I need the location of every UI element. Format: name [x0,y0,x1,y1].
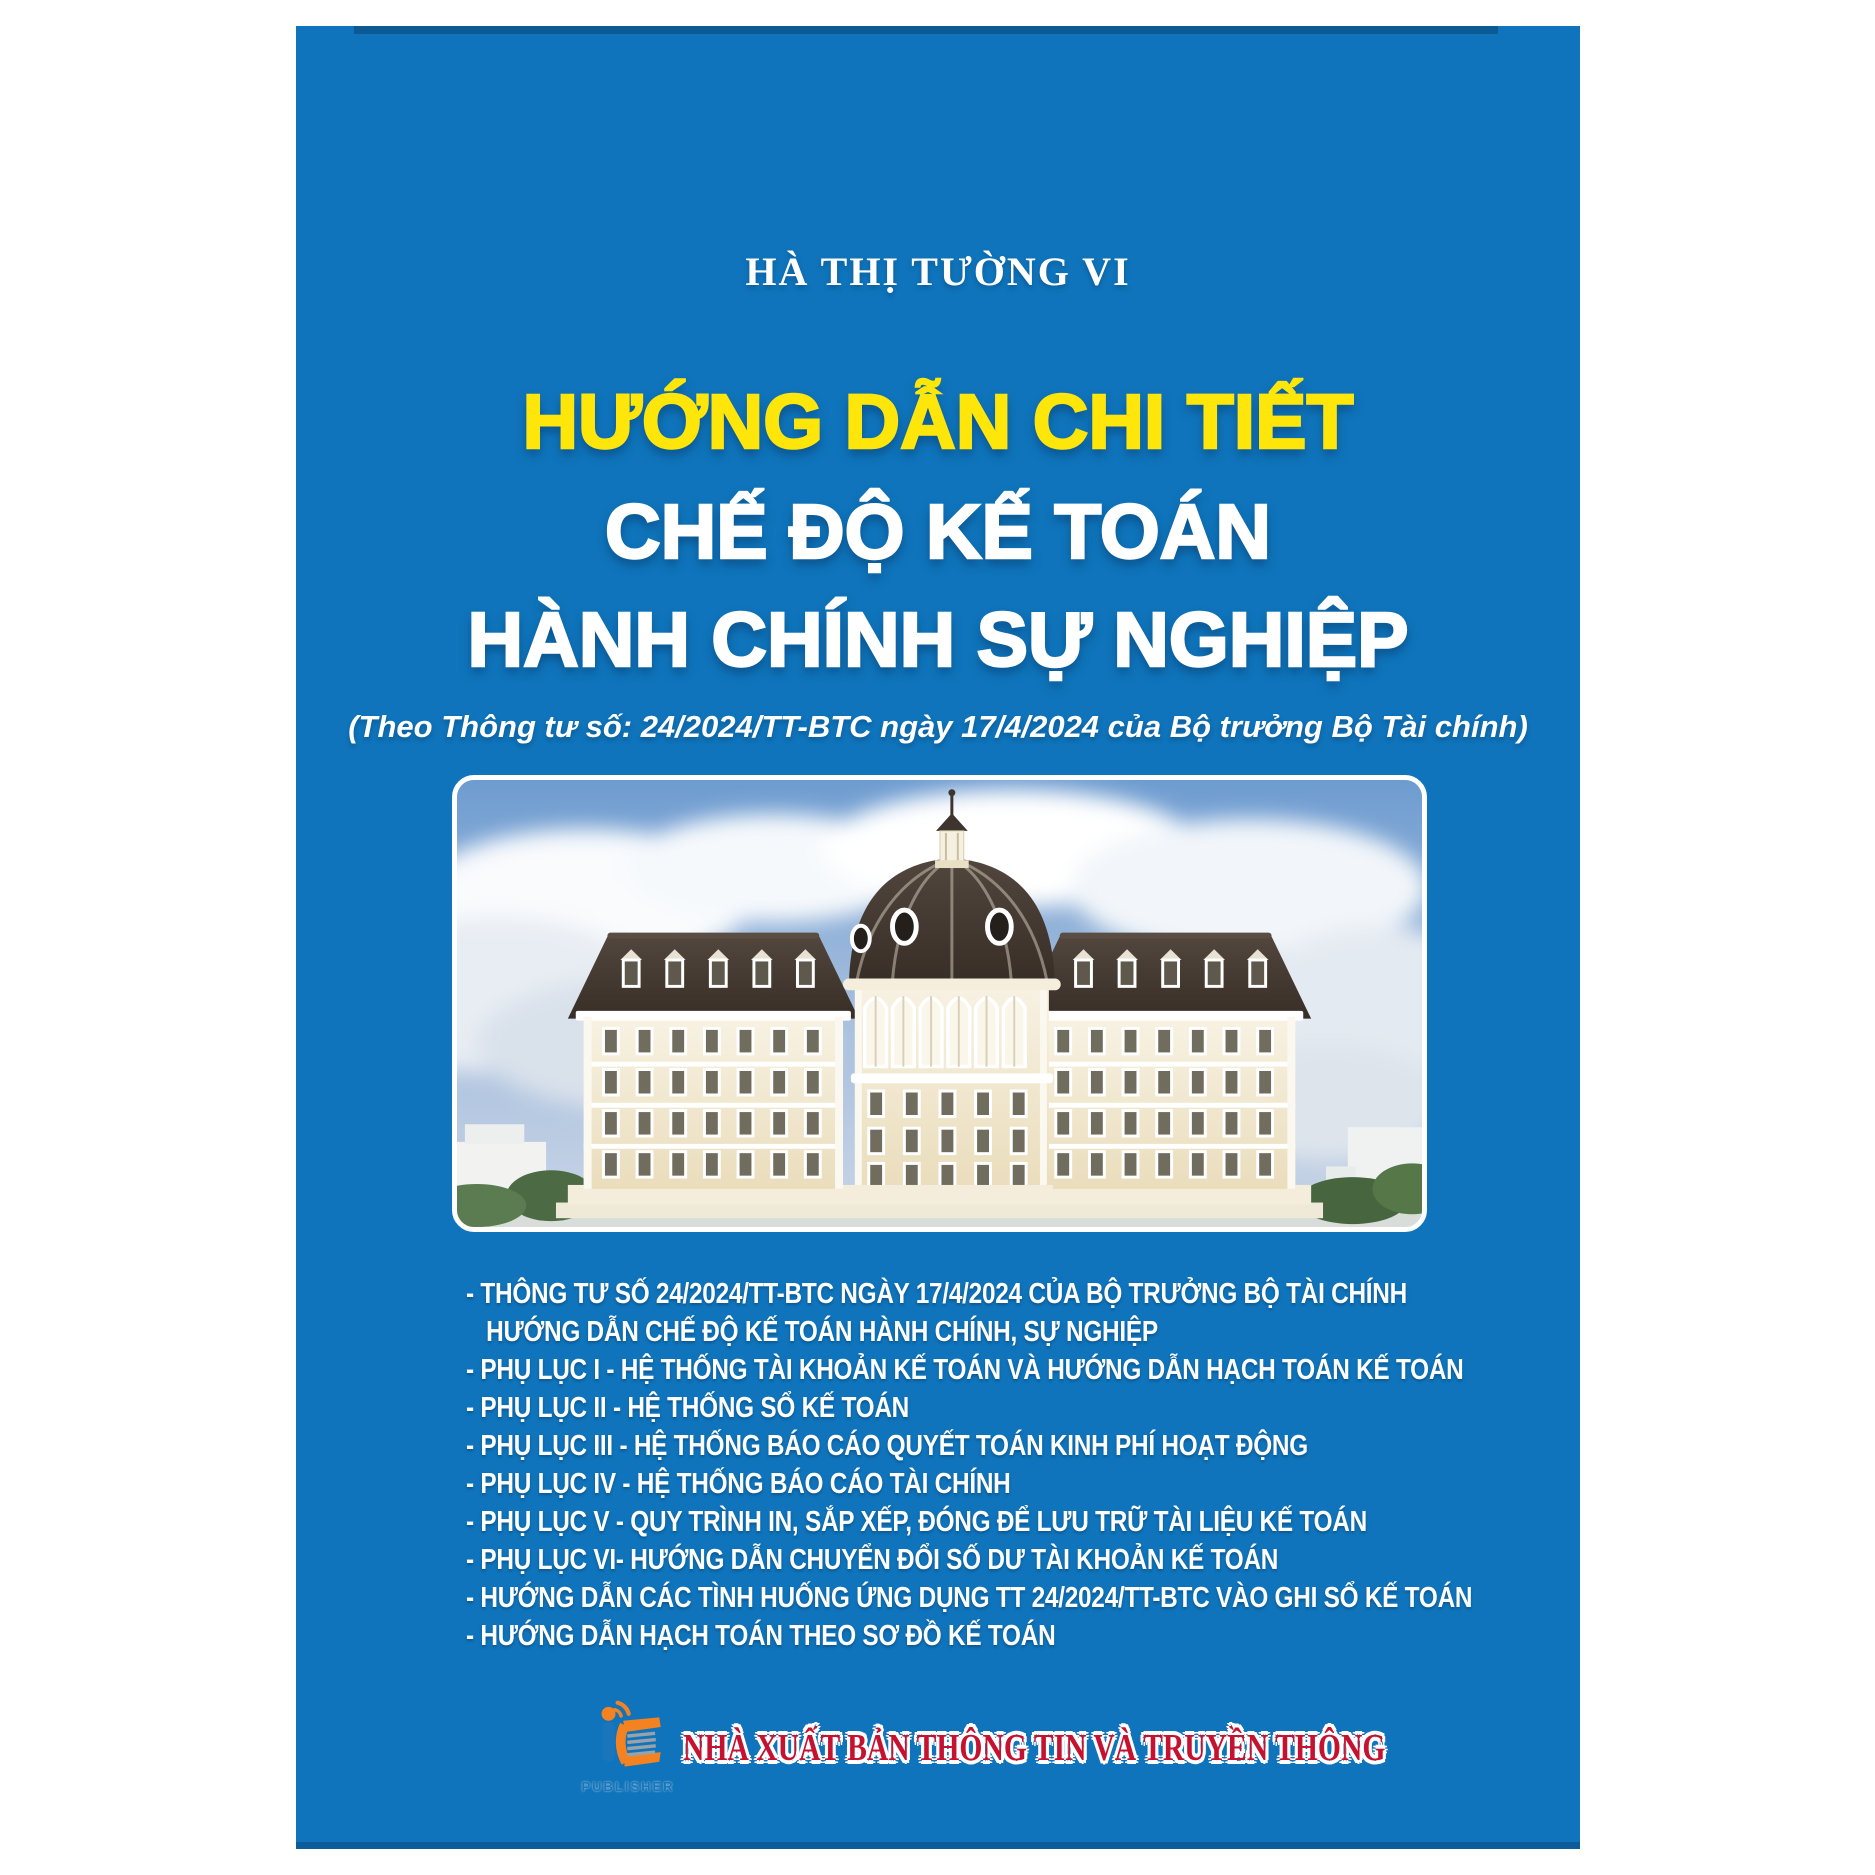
content-line: - PHỤ LỤC I - HỆ THỐNG TÀI KHOẢN KẾ TOÁN VÀ HƯỚNG DẪN HẠCH TOÁN KẾ TOÁN [466,1354,1464,1386]
title-line-2: CHẾ ĐỘ KẾ TOÁN [605,489,1271,575]
content-line: - THÔNG TƯ SỐ 24/2024/TT-BTC NGÀY 17/4/2024 CỦA BỘ TRƯỞNG BỘ TÀI CHÍNH [466,1278,1407,1310]
content-line: - PHỤ LỤC VI- HƯỚNG DẪN CHUYỂN ĐỔI SỐ DƯ TÀI KHOẢN KẾ TOÁN [466,1544,1279,1576]
book-cover [296,26,1580,1849]
content-line: HƯỚNG DẪN CHẾ ĐỘ KẾ TOÁN HÀNH CHÍNH, SỰ NGHIỆP [486,1316,1158,1348]
content-line: - HƯỚNG DẪN HẠCH TOÁN THEO SƠ ĐỒ KẾ TOÁN [466,1620,1056,1652]
title-line-1: HƯỚNG DẪN CHI TIẾT [522,379,1354,465]
content-line: - HƯỚNG DẪN CÁC TÌNH HUỐNG ỨNG DỤNG TT 24/2024/TT-BTC VÀO GHI SỔ KẾ TOÁN [466,1582,1473,1614]
content-line: - PHỤ LỤC IV - HỆ THỐNG BÁO CÁO TÀI CHÍNH [466,1468,1011,1500]
publisher-row [296,1666,1580,1826]
contents-list [466,1275,1664,1655]
title-line-3: HÀNH CHÍNH SỰ NGHIỆP [467,597,1409,683]
subtitle: (Theo Thông tư số: 24/2024/TT-BTC ngày 17/4/2024 của Bộ trưởng Bộ Tài chính) [348,709,1528,744]
content-line: - PHỤ LỤC II - HỆ THỐNG SỔ KẾ TOÁN [466,1392,910,1424]
publisher-logo-icon [588,1693,668,1775]
publisher-logo-caption: PUBLISHER [581,1779,675,1794]
author-name: HÀ THỊ TƯỜNG VI [745,249,1131,294]
content-line: - PHỤ LỤC III - HỆ THỐNG BÁO CÁO QUYẾT TOÁN KINH PHÍ HOẠT ĐỘNG [466,1430,1308,1462]
publisher-name: NHÀ XUẤT BẢN THÔNG TIN VÀ TRUYỀN THÔNG [683,1727,1386,1769]
content-line: - PHỤ LỤC V - QUY TRÌNH IN, SẮP XẾP, ĐÓNG ĐỂ LƯU TRỮ TÀI LIỆU KẾ TOÁN [466,1506,1367,1538]
building-photo [452,775,1427,1232]
